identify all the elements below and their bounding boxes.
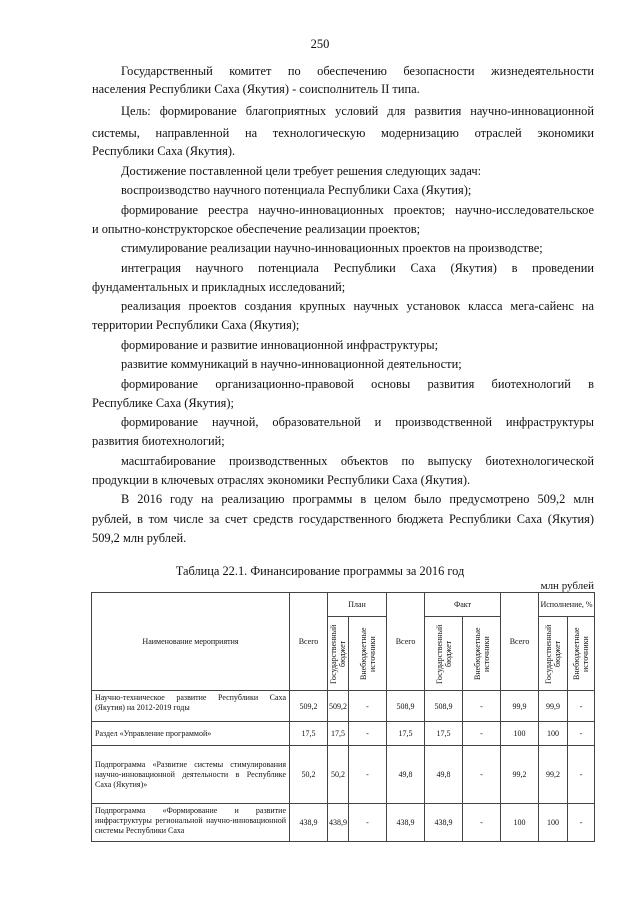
paragraph-line: продукции в ключевых отраслях экономики Республики Саха (Якутия).: [92, 473, 471, 487]
financing-table: [91, 592, 595, 842]
paragraph-line: воспроизводство научного потенциала Республики Саха (Якутия);: [121, 183, 472, 197]
paragraph-line: формирование организационно-правовой основы развития биотехнологий в: [121, 377, 594, 391]
table-row: [92, 722, 595, 746]
table-caption: Таблица 22.1. Финансирование программы за 2016 год: [175, 564, 465, 578]
paragraph-line: населения Республики Саха (Якутия) - соисполнитель II типа.: [92, 82, 420, 96]
paragraph-line: Государственный комитет по обеспечению безопасности жизнедеятельности: [121, 64, 594, 78]
paragraph-line: территории Республики Саха (Якутия);: [92, 318, 300, 332]
paragraph-line: Достижение поставленной цели требует решения следующих задач:: [121, 164, 482, 178]
cell-fact-state: 508,9: [425, 691, 463, 722]
cell-exec-state: 99,2: [539, 746, 568, 804]
cell-plan-extra: -: [349, 691, 387, 722]
cell-exec-extra: -: [568, 722, 595, 746]
paragraph-line: интеграция научного потенциала Республики Саха (Якутия) в проведении: [121, 261, 594, 275]
cell-exec-state: 99,9: [539, 691, 568, 722]
cell-exec-extra: -: [568, 804, 595, 842]
row-name: Подпрограмма «Формирование и развитие инфраструктуры региональной научно-инновационной системы Республики Саха: [92, 804, 290, 842]
cell-exec-total: 99,2: [501, 746, 539, 804]
paragraph-line: реализация проектов создания крупных научных установок класса мега-сайенс на: [121, 299, 594, 313]
header-fact-total: Всего: [387, 593, 425, 691]
table-units: млн рублей: [540, 580, 594, 592]
paragraph-line: В 2016 году на реализацию программы в целом было предусмотрено 509,2 млн: [121, 492, 594, 506]
paragraph-line: формирование научной, образовательной и производственной инфраструктуры: [121, 415, 594, 429]
cell-fact-total: 49,8: [387, 746, 425, 804]
cell-exec-total: 100: [501, 722, 539, 746]
cell-fact-extra: -: [463, 722, 501, 746]
header-exec-total: Всего: [501, 593, 539, 691]
cell-fact-total: 438,9: [387, 804, 425, 842]
cell-exec-state: 100: [539, 722, 568, 746]
cell-plan-total: 509,2: [290, 691, 328, 722]
paragraph-line: Республики Саха (Якутия).: [92, 144, 236, 158]
cell-exec-state: 100: [539, 804, 568, 842]
cell-exec-total: 100: [501, 804, 539, 842]
cell-plan-total: 17,5: [290, 722, 328, 746]
paragraph-line: масштабирование производственных объектов по выпуску биотехнологической: [121, 454, 594, 468]
cell-fact-extra: -: [463, 691, 501, 722]
cell-plan-state: 438,9: [328, 804, 349, 842]
cell-plan-extra: -: [349, 722, 387, 746]
cell-plan-total: 50,2: [290, 746, 328, 804]
cell-fact-state: 438,9: [425, 804, 463, 842]
header-execution: Исполнение, %: [539, 593, 595, 617]
table-row: [92, 691, 595, 722]
cell-fact-total: 17,5: [387, 722, 425, 746]
paragraph-line: формирование и развитие инновационной инфраструктуры;: [121, 338, 439, 352]
cell-fact-total: 508,9: [387, 691, 425, 722]
paragraph-line: Республике Саха (Якутия);: [92, 396, 234, 410]
header-plan-state-budget: Государственный бюджет: [329, 623, 347, 684]
header-exec-state-budget: Государственный бюджет: [544, 623, 563, 684]
cell-plan-state: 50,2: [328, 746, 349, 804]
cell-fact-extra: -: [463, 804, 501, 842]
header-exec-extra-budget: Внебюджетные источники: [572, 627, 591, 680]
cell-plan-state: 17,5: [328, 722, 349, 746]
cell-fact-extra: -: [463, 746, 501, 804]
paragraph-line: 509,2 млн рублей.: [92, 531, 187, 545]
header-plan: План: [328, 593, 387, 617]
paragraph-line: системы, направленной на технологическую модернизацию отраслей экономики: [92, 126, 594, 140]
paragraph-line: Цель: формирование благоприятных условий для развития научно-инновационной: [121, 104, 594, 118]
table-row: [92, 804, 595, 842]
cell-plan-extra: -: [349, 746, 387, 804]
row-name: Подпрограмма «Развитие системы стимулирования научно-инновационной деятельности в Республике Саха (Якутия)»: [92, 746, 290, 804]
cell-exec-extra: -: [568, 691, 595, 722]
row-name: Научно-техническое развитие Республики Саха (Якутия) на 2012-2019 годы: [92, 691, 290, 722]
cell-fact-state: 17,5: [425, 722, 463, 746]
paragraph-line: и опытно-конструкторское обеспечение реализации проектов;: [92, 222, 421, 236]
paragraph-line: развития биотехнологий;: [92, 434, 225, 448]
table-row: [92, 746, 595, 804]
header-fact-extra-budget: Внебюджетные источники: [472, 627, 491, 680]
page-number: 250: [310, 37, 330, 51]
header-fact-state-budget: Государственный бюджет: [434, 623, 453, 684]
paragraph-line: формирование реестра научно-инновационных проектов; научно-исследовательское: [121, 203, 594, 217]
cell-plan-state: 509,2: [328, 691, 349, 722]
row-name: Раздел «Управление программой»: [92, 722, 290, 746]
header-fact: Факт: [425, 593, 501, 617]
paragraph-line: фундаментальных и прикладных исследований;: [92, 280, 346, 294]
paragraph-line: стимулирование реализации научно-инновационных проектов на производстве;: [121, 241, 543, 255]
cell-plan-total: 438,9: [290, 804, 328, 842]
cell-plan-extra: -: [349, 804, 387, 842]
cell-exec-total: 99,9: [501, 691, 539, 722]
paragraph-line: развитие коммуникаций в научно-инновационной деятельности;: [121, 357, 462, 371]
header-plan-extra-budget: Внебюджетные источники: [358, 627, 377, 680]
cell-fact-state: 49,8: [425, 746, 463, 804]
cell-exec-extra: -: [568, 746, 595, 804]
header-name: Наименование мероприятия: [92, 593, 290, 691]
header-plan-total: Всего: [290, 593, 328, 691]
paragraph-line: рублей, в том числе за счет средств государственного бюджета Республики Саха (Якутия): [92, 512, 594, 526]
